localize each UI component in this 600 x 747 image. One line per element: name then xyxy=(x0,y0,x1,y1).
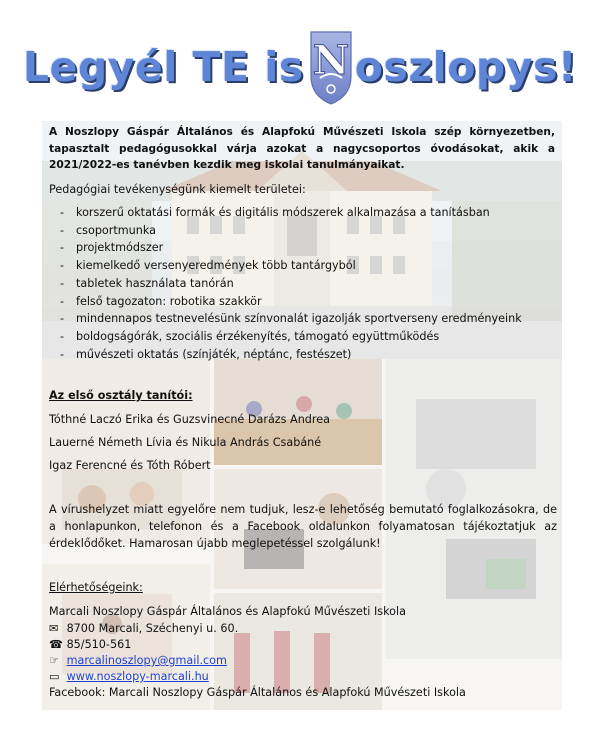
virus-notice: A vírushelyzet miatt egyelőre nem tudjuk, lesz-e lehetőség bemutató foglalkozásokra, de a honlapunkon, telefonon és a Facebook oldalunkon folyamatosan tájékoztatjuk az érdeklődőket. Hamarosan újabb meglepetéssel szolgálunk! xyxy=(49,503,557,550)
list-item: - kiemelkedő versenyeredmények több tantárgyból xyxy=(60,259,356,273)
list-item: - mindennapos testnevelésünk színvonalát igazolják sportverseny eredményeink xyxy=(60,312,522,326)
poster-title xyxy=(0,22,600,112)
crest-letter: N xyxy=(312,37,350,84)
website-link[interactable]: www.noszlopy-marcali.hu xyxy=(66,670,209,683)
email-link[interactable]: marcalinoszlopy@gmail.com xyxy=(66,654,227,667)
areas-title: Pedagógiai tevékenységünk kiemelt területei: xyxy=(49,183,306,196)
web-line xyxy=(49,668,209,685)
school-name: Marcali Noszlopy Gáspár Általános és Alapfokú Művészeti Iskola xyxy=(49,605,406,618)
list-item: - művészeti oktatás (színjáték, néptánc, festészet) xyxy=(60,347,352,361)
computer-icon: ▭ xyxy=(49,670,60,683)
facebook-line: Facebook: Marcali Noszlopy Gáspár Általános és Alapfokú Művészeti Iskola xyxy=(49,686,466,699)
areas-list xyxy=(60,204,560,363)
school-crest-icon xyxy=(308,26,354,108)
intro-paragraph: A Noszlopy Gáspár Általános és Alapfokú Művészeti Iskola szép környezetben, tapasztalt pedagógusokkal várja azokat a nagycsoportos óvodásokat, akik a 2021/2022-es tanévben kezdik meg iskolai tanulmányaikat. xyxy=(49,126,555,171)
teacher-pair: Lauerné Németh Lívia és Nikula András Csabáné xyxy=(49,436,322,449)
list-item: - csoportmunka xyxy=(60,223,156,237)
address-line: ✉ 8700 Marcali, Széchenyi u. 60. xyxy=(49,622,239,635)
teacher-pair: Tóthné Laczó Erika és Guzsvinecné Darázs Andrea xyxy=(49,413,330,426)
list-item: - tabletek használata tanórán xyxy=(60,276,234,290)
list-item: - projektmódszer xyxy=(60,241,164,255)
contact-title: Elérhetőségeink: xyxy=(49,581,143,594)
title-after: oszlopys! xyxy=(354,43,578,91)
envelope-icon: ✉ xyxy=(49,622,59,635)
list-item: - boldogságórák, szociális érzékenyítés, támogató együttműködés xyxy=(60,329,440,343)
email-line xyxy=(49,652,227,669)
list-item: - korszerű oktatási formák és digitális módszerek alkalmazása a tanításban xyxy=(60,206,490,219)
title-before: Legyél TE is xyxy=(22,43,304,91)
teacher-pair: Igaz Ferencné és Tóth Róbert xyxy=(49,459,211,472)
phone-line: ☎ 85/510-561 xyxy=(49,638,132,651)
pointer-icon: ☞ xyxy=(49,654,60,667)
list-item: - felső tagozaton: robotika szakkör xyxy=(60,294,262,308)
teachers-title: Az első osztály tanítói: xyxy=(49,389,193,402)
phone-icon: ☎ xyxy=(49,638,63,651)
